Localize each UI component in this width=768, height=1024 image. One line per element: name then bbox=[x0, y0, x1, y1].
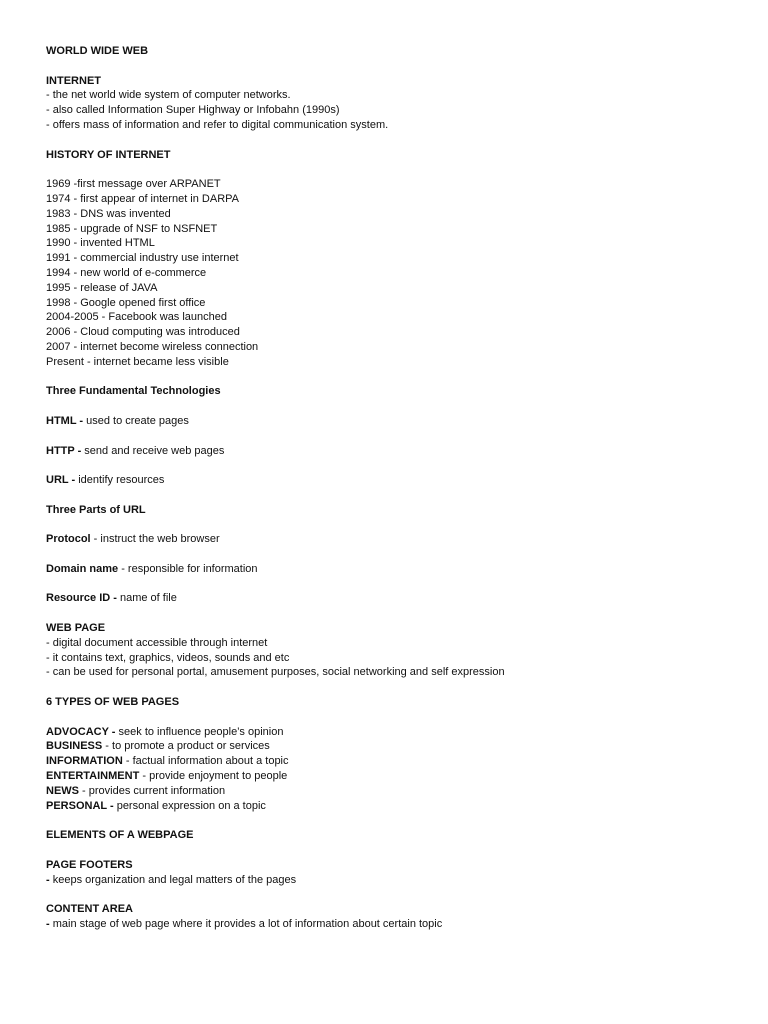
page-footers-line: - keeps organization and legal matters of the pages bbox=[46, 873, 297, 886]
document-title: WORLD WIDE WEB bbox=[46, 45, 149, 57]
technology-item: HTTP - send and receive web pages bbox=[46, 444, 225, 457]
url-part-item: Protocol - instruct the web browser bbox=[46, 533, 220, 546]
internet-heading: INTERNET bbox=[46, 74, 101, 87]
technology-item: URL - identify resources bbox=[46, 474, 165, 487]
content-area-heading: CONTENT AREA bbox=[46, 903, 133, 916]
types-heading: 6 TYPES OF WEB PAGES bbox=[46, 696, 180, 709]
history-item: 2007 - internet become wireless connection bbox=[46, 340, 259, 353]
history-item: 1990 - invented HTML bbox=[46, 237, 155, 250]
page-footers-heading: PAGE FOOTERS bbox=[46, 858, 133, 871]
url-parts-heading: Three Parts of URL bbox=[46, 503, 146, 516]
history-item: 1995 - release of JAVA bbox=[46, 281, 158, 294]
document-page bbox=[46, 44, 746, 932]
web-page-line: - it contains text, graphics, videos, sounds and etc bbox=[46, 651, 290, 664]
technologies-heading: Three Fundamental Technologies bbox=[46, 385, 221, 398]
elements-heading: ELEMENTS OF A WEBPAGE bbox=[46, 829, 194, 842]
web-page-heading: WEB PAGE bbox=[46, 622, 106, 635]
history-item: 1983 - DNS was invented bbox=[46, 207, 171, 220]
web-page-line: - digital document accessible through internet bbox=[46, 636, 268, 649]
internet-line: - also called Information Super Highway or Infobahn (1990s) bbox=[46, 104, 340, 117]
internet-line: - offers mass of information and refer to digital communication system. bbox=[46, 118, 389, 131]
history-heading: HISTORY OF INTERNET bbox=[46, 148, 171, 161]
type-item: BUSINESS - to promote a product or services bbox=[46, 740, 270, 753]
history-item: 1994 - new world of e-commerce bbox=[46, 266, 207, 279]
web-page-line: - can be used for personal portal, amusement purposes, social networking and self expression bbox=[46, 666, 505, 679]
history-item: 1991 - commercial industry use internet bbox=[46, 252, 239, 265]
content-area-line: - main stage of web page where it provides a lot of information about certain topic bbox=[46, 918, 443, 931]
url-part-item: Domain name - responsible for information bbox=[46, 562, 258, 575]
history-item: Present - internet became less visible bbox=[46, 355, 229, 368]
url-part-item: Resource ID - name of file bbox=[46, 592, 177, 605]
type-item: NEWS - provides current information bbox=[46, 784, 226, 797]
type-item: INFORMATION - factual information about a topic bbox=[46, 755, 289, 768]
internet-line: - the net world wide system of computer networks. bbox=[46, 89, 291, 102]
history-item: 1974 - first appear of internet in DARPA bbox=[46, 192, 240, 205]
history-item: 2004-2005 - Facebook was launched bbox=[46, 311, 228, 324]
technology-item: HTML - used to create pages bbox=[46, 414, 189, 427]
type-item: ADVOCACY - seek to influence people’s opinion bbox=[46, 725, 284, 738]
history-item: 1985 - upgrade of NSF to NSFNET bbox=[46, 222, 218, 235]
history-item: 1969 -first message over ARPANET bbox=[46, 178, 221, 191]
type-item: ENTERTAINMENT - provide enjoyment to people bbox=[46, 770, 288, 783]
type-item: PERSONAL - personal expression on a topic bbox=[46, 799, 266, 812]
history-item: 1998 - Google opened first office bbox=[46, 296, 206, 309]
history-item: 2006 - Cloud computing was introduced bbox=[46, 326, 240, 339]
